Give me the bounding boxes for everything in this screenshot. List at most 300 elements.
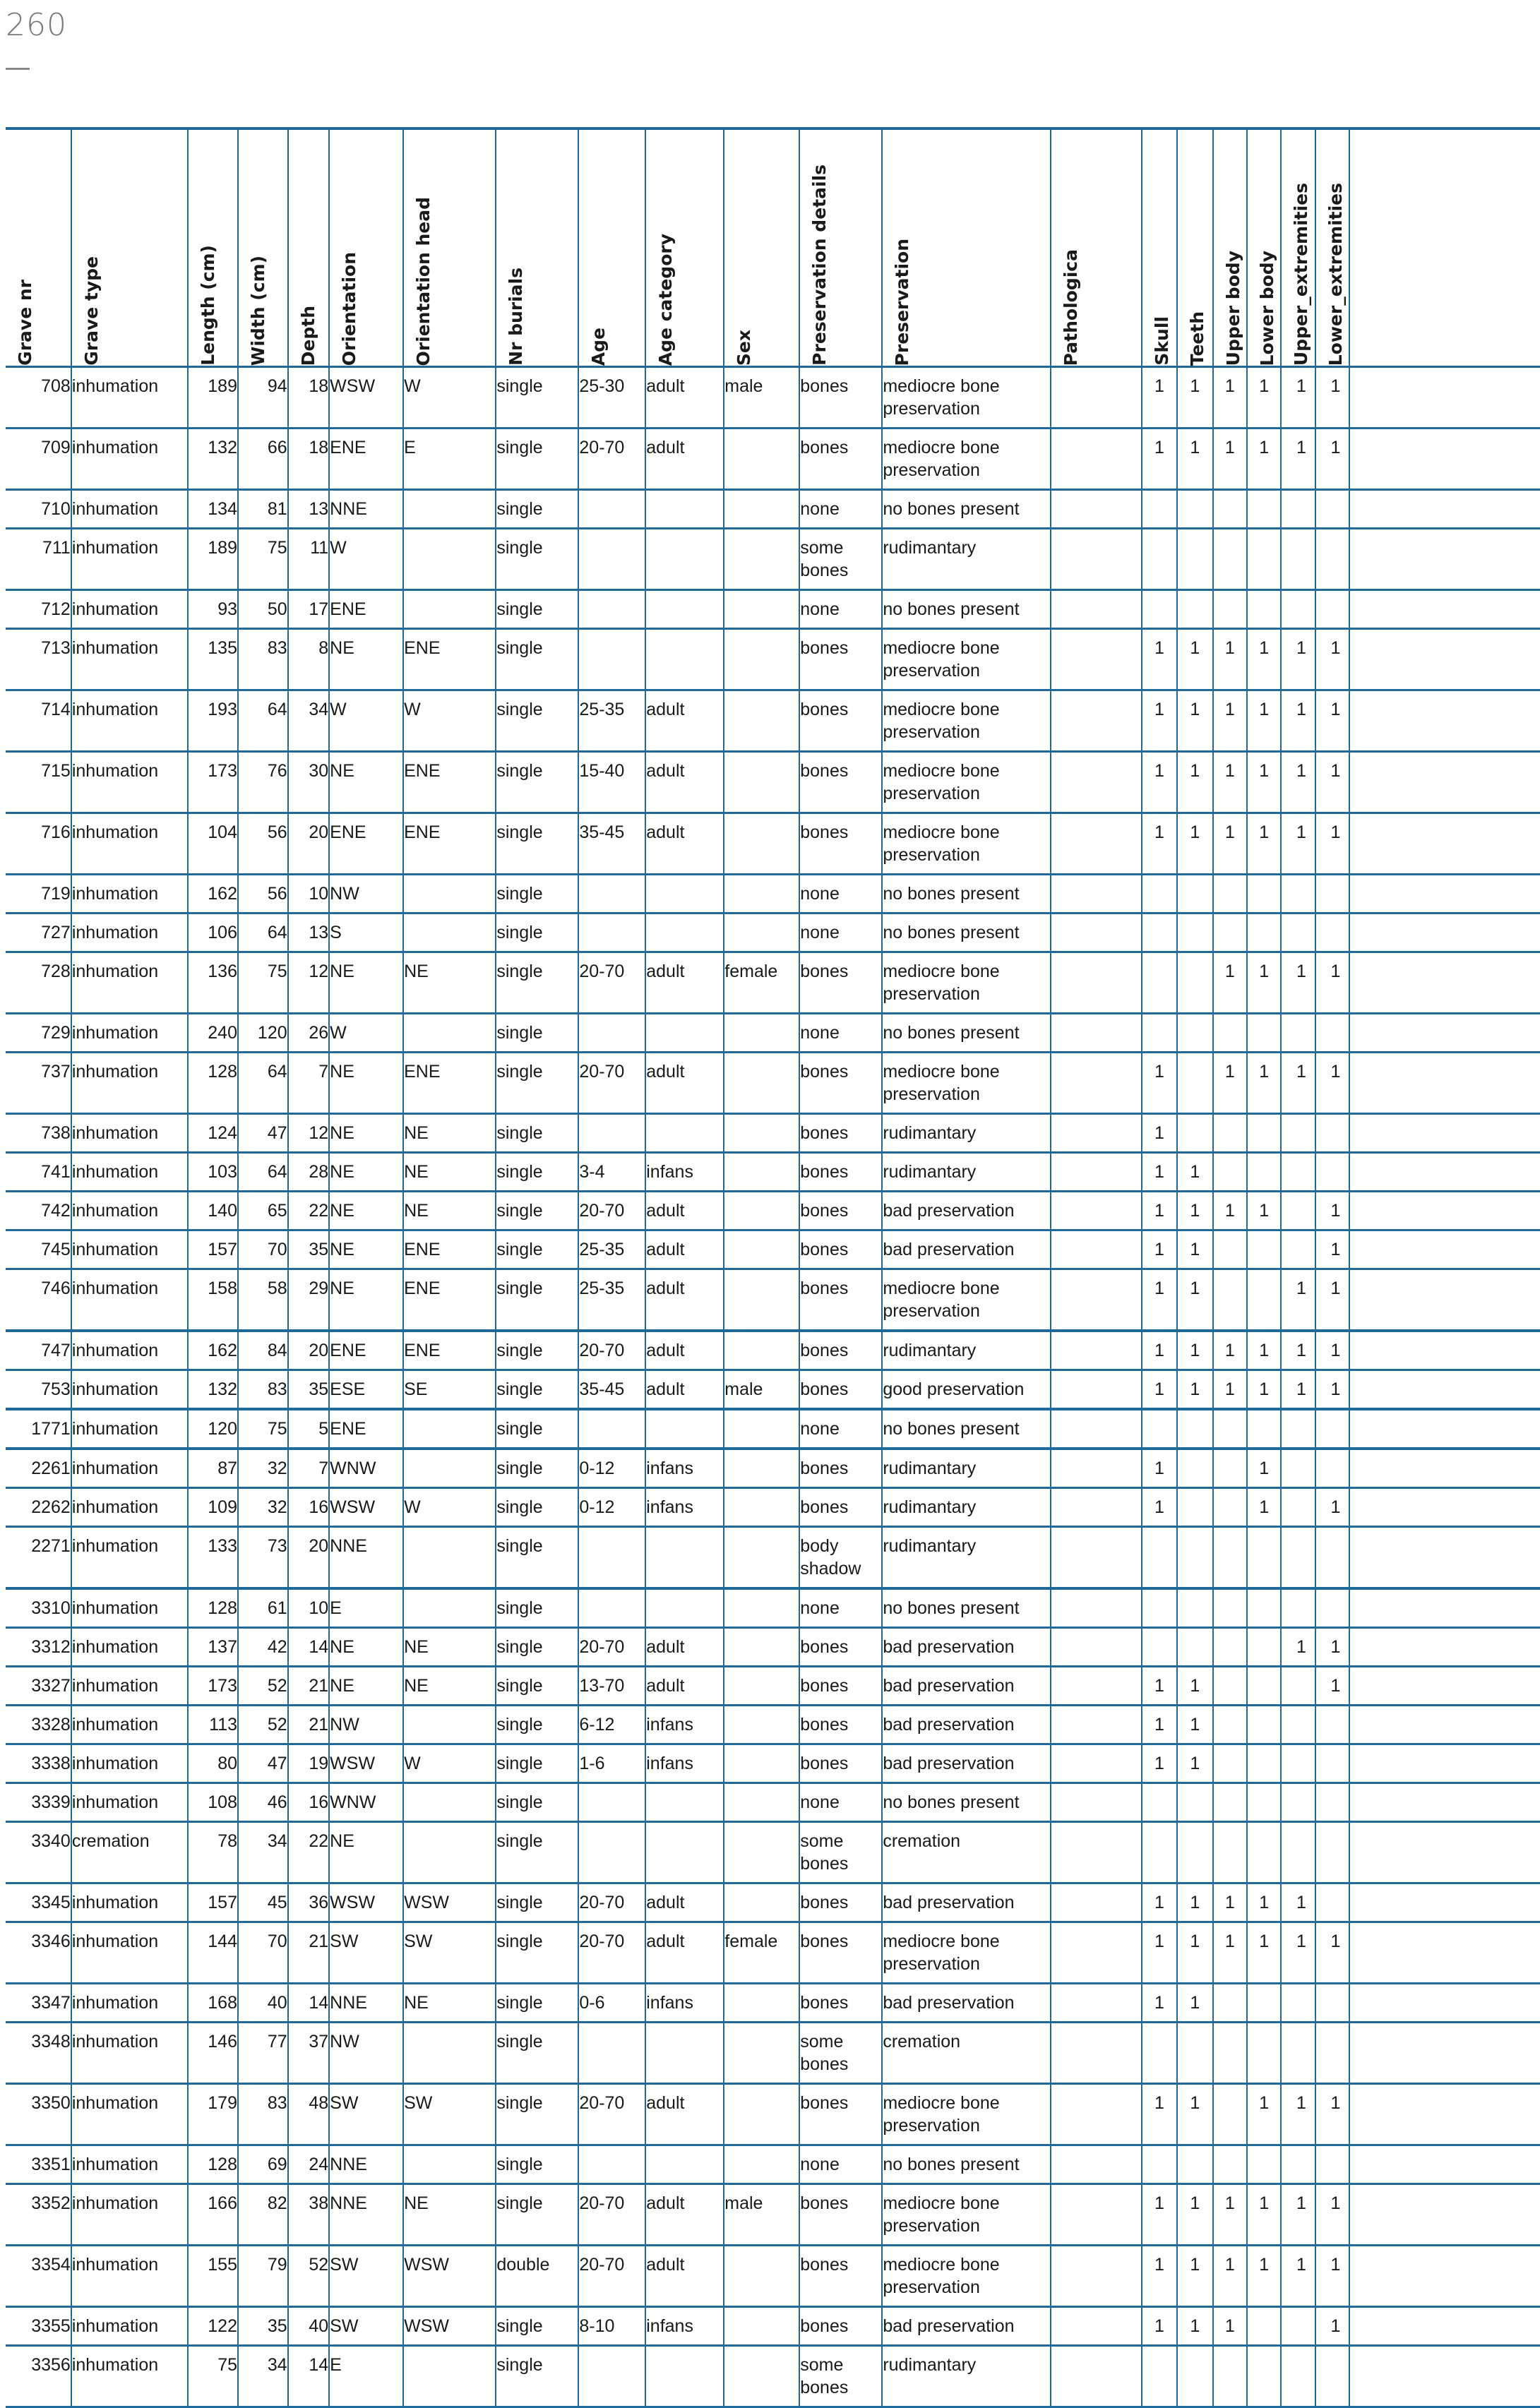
- cell-width: 56: [238, 813, 288, 875]
- cell-depth: 21: [288, 1922, 330, 1984]
- cell-orientation-head: NE: [403, 1667, 496, 1706]
- page-number-rule: [6, 68, 30, 70]
- cell-teeth: [1177, 1014, 1212, 1053]
- cell-empty: [1349, 2145, 1540, 2184]
- table-body: [6, 367, 1540, 2407]
- cell-width: 66: [238, 429, 288, 490]
- cell-grave-type: inhumation: [71, 590, 189, 629]
- cell-teeth: 1: [1177, 2184, 1212, 2246]
- cell-nr-burials: single: [496, 1922, 578, 1984]
- cell-upper-body: [1213, 1153, 1247, 1192]
- cell-age: [578, 914, 645, 952]
- cell-depth: 7: [288, 1449, 330, 1488]
- cell-grave-nr: 716: [6, 813, 71, 875]
- cell-age: [578, 1588, 645, 1628]
- cell-grave-nr: 3350: [6, 2084, 71, 2145]
- cell-pathologica: [1051, 367, 1142, 429]
- cell-teeth: 1: [1177, 813, 1212, 875]
- cell-preservation: bad preservation: [882, 1628, 1050, 1667]
- cell-teeth: [1177, 2145, 1212, 2184]
- cell-length: 136: [188, 952, 238, 1014]
- cell-upper-extremities: [1281, 1744, 1315, 1783]
- cell-age-category: adult: [645, 429, 724, 490]
- cell-nr-burials: single: [496, 529, 578, 590]
- cell-nr-burials: single: [496, 590, 578, 629]
- cell-skull: 1: [1142, 1230, 1177, 1269]
- cell-pathologica: [1051, 1628, 1142, 1667]
- cell-skull: 1: [1142, 367, 1177, 429]
- cell-grave-nr: 712: [6, 590, 71, 629]
- cell-age-category: adult: [645, 1370, 724, 1410]
- cell-empty: [1349, 914, 1540, 952]
- cell-lower-body: [1247, 1984, 1281, 2023]
- cell-age-category: [645, 629, 724, 690]
- cell-age: 20-70: [578, 1883, 645, 1922]
- cell-pathologica: [1051, 752, 1142, 813]
- cell-orientation: NW: [329, 875, 403, 914]
- column-header-teeth: [1177, 128, 1212, 367]
- cell-grave-type: inhumation: [71, 813, 189, 875]
- cell-lower-extremities: [1315, 529, 1349, 590]
- cell-lower-extremities: 1: [1315, 690, 1349, 752]
- cell-pathologica: [1051, 1114, 1142, 1153]
- cell-length: 78: [188, 1822, 238, 1883]
- cell-orientation: NE: [329, 629, 403, 690]
- cell-orientation: SW: [329, 2246, 403, 2307]
- cell-empty: [1349, 1114, 1540, 1153]
- cell-length: 157: [188, 1230, 238, 1269]
- cell-width: 52: [238, 1667, 288, 1706]
- cell-length: 75: [188, 2346, 238, 2407]
- cell-grave-type: inhumation: [71, 1114, 189, 1153]
- cell-skull: 1: [1142, 1667, 1177, 1706]
- cell-pathologica: [1051, 2184, 1142, 2246]
- cell-lower-body: [1247, 1822, 1281, 1883]
- cell-skull: [1142, 2145, 1177, 2184]
- cell-orientation-head: [403, 590, 496, 629]
- cell-sex: [724, 2145, 799, 2184]
- cell-length: 93: [188, 590, 238, 629]
- cell-age-category: infans: [645, 1449, 724, 1488]
- cell-sex: [724, 629, 799, 690]
- cell-nr-burials: single: [496, 629, 578, 690]
- cell-orientation-head: WSW: [403, 2307, 496, 2346]
- cell-orientation: ENE: [329, 1331, 403, 1370]
- cell-upper-extremities: 1: [1281, 1331, 1315, 1370]
- cell-preservation-details: bones: [799, 752, 882, 813]
- cell-depth: 14: [288, 1984, 330, 2023]
- cell-lower-extremities: 1: [1315, 2184, 1349, 2246]
- cell-empty: [1349, 2184, 1540, 2246]
- column-header-label: Grave nr: [15, 280, 35, 366]
- cell-orientation: WSW: [329, 367, 403, 429]
- cell-grave-nr: 3327: [6, 1667, 71, 1706]
- cell-orientation: NW: [329, 1706, 403, 1744]
- cell-sex: [724, 1053, 799, 1114]
- cell-empty: [1349, 1230, 1540, 1269]
- cell-teeth: 1: [1177, 1667, 1212, 1706]
- cell-skull: 1: [1142, 690, 1177, 752]
- cell-width: 35: [238, 2307, 288, 2346]
- cell-orientation: NE: [329, 752, 403, 813]
- cell-teeth: 1: [1177, 2307, 1212, 2346]
- page-number: 260: [6, 7, 67, 43]
- cell-nr-burials: single: [496, 1744, 578, 1783]
- cell-teeth: [1177, 1527, 1212, 1589]
- cell-nr-burials: double: [496, 2246, 578, 2307]
- cell-age-category: [645, 1114, 724, 1153]
- cell-depth: 16: [288, 1488, 330, 1527]
- cell-sex: [724, 1230, 799, 1269]
- cell-upper-body: [1213, 1409, 1247, 1449]
- cell-orientation-head: [403, 1449, 496, 1488]
- cell-preservation-details: bones: [799, 429, 882, 490]
- table-row: [6, 914, 1540, 952]
- table-row: [6, 1370, 1540, 1410]
- cell-skull: 1: [1142, 1488, 1177, 1527]
- cell-preservation-details: bones: [799, 1053, 882, 1114]
- table-row: [6, 1449, 1540, 1488]
- cell-length: 146: [188, 2023, 238, 2084]
- cell-sex: [724, 875, 799, 914]
- cell-width: 45: [238, 1883, 288, 1922]
- cell-orientation-head: NE: [403, 1153, 496, 1192]
- table-row: [6, 2145, 1540, 2184]
- cell-pathologica: [1051, 1449, 1142, 1488]
- cell-skull: [1142, 914, 1177, 952]
- table-row: [6, 529, 1540, 590]
- cell-grave-type: inhumation: [71, 1409, 189, 1449]
- cell-empty: [1349, 1984, 1540, 2023]
- cell-depth: 24: [288, 2145, 330, 2184]
- cell-orientation: NNE: [329, 1984, 403, 2023]
- cell-upper-body: [1213, 1984, 1247, 2023]
- cell-lower-body: [1247, 875, 1281, 914]
- table-row: [6, 1014, 1540, 1053]
- table-row: [6, 2023, 1540, 2084]
- cell-orientation-head: SW: [403, 1922, 496, 1984]
- cell-lower-body: [1247, 1667, 1281, 1706]
- cell-age: 20-70: [578, 2184, 645, 2246]
- cell-upper-extremities: [1281, 1409, 1315, 1449]
- cell-pathologica: [1051, 914, 1142, 952]
- cell-upper-extremities: [1281, 2307, 1315, 2346]
- cell-upper-extremities: 1: [1281, 813, 1315, 875]
- cell-preservation: no bones present: [882, 490, 1050, 529]
- cell-age: [578, 529, 645, 590]
- cell-upper-body: [1213, 1449, 1247, 1488]
- cell-pathologica: [1051, 2084, 1142, 2145]
- cell-upper-body: [1213, 914, 1247, 952]
- cell-lower-extremities: 1: [1315, 1370, 1349, 1410]
- cell-grave-type: inhumation: [71, 2023, 189, 2084]
- table-row: [6, 1114, 1540, 1153]
- cell-pathologica: [1051, 1783, 1142, 1822]
- cell-age: 20-70: [578, 2084, 645, 2145]
- cell-orientation: NNE: [329, 1527, 403, 1589]
- cell-length: 132: [188, 1370, 238, 1410]
- cell-depth: 10: [288, 1588, 330, 1628]
- cell-upper-extremities: 1: [1281, 1922, 1315, 1984]
- cell-preservation: mediocre bone preservation: [882, 1053, 1050, 1114]
- cell-age: 20-70: [578, 1192, 645, 1230]
- cell-upper-body: 1: [1213, 429, 1247, 490]
- cell-orientation: NE: [329, 1230, 403, 1269]
- table-row: [6, 1922, 1540, 1984]
- cell-teeth: [1177, 1822, 1212, 1883]
- cell-length: 134: [188, 490, 238, 529]
- cell-depth: 21: [288, 1667, 330, 1706]
- cell-length: 155: [188, 2246, 238, 2307]
- cell-pathologica: [1051, 1409, 1142, 1449]
- cell-teeth: [1177, 1588, 1212, 1628]
- cell-upper-extremities: [1281, 875, 1315, 914]
- cell-upper-extremities: [1281, 1449, 1315, 1488]
- cell-skull: [1142, 529, 1177, 590]
- cell-nr-burials: single: [496, 1014, 578, 1053]
- cell-pathologica: [1051, 529, 1142, 590]
- cell-age-category: adult: [645, 367, 724, 429]
- cell-depth: 20: [288, 1331, 330, 1370]
- cell-age-category: adult: [645, 1883, 724, 1922]
- cell-teeth: 1: [1177, 690, 1212, 752]
- cell-empty: [1349, 2084, 1540, 2145]
- cell-width: 56: [238, 875, 288, 914]
- cell-lower-extremities: [1315, 1409, 1349, 1449]
- cell-age: 25-35: [578, 1269, 645, 1331]
- cell-upper-body: [1213, 2145, 1247, 2184]
- cell-preservation: good preservation: [882, 1370, 1050, 1410]
- cell-lower-body: 1: [1247, 429, 1281, 490]
- cell-age: 20-70: [578, 1331, 645, 1370]
- column-header-label: Grave type: [80, 256, 102, 366]
- cell-age: 0-6: [578, 1984, 645, 2023]
- cell-orientation-head: [403, 2145, 496, 2184]
- cell-upper-extremities: [1281, 1014, 1315, 1053]
- cell-upper-extremities: 1: [1281, 629, 1315, 690]
- cell-grave-type: inhumation: [71, 875, 189, 914]
- cell-length: 162: [188, 875, 238, 914]
- cell-orientation: NE: [329, 1053, 403, 1114]
- cell-lower-extremities: [1315, 1984, 1349, 2023]
- column-header-label: Lower_extremities: [1325, 182, 1346, 366]
- cell-upper-extremities: [1281, 1527, 1315, 1589]
- cell-preservation-details: bones: [799, 1984, 882, 2023]
- cell-orientation-head: W: [403, 1744, 496, 1783]
- cell-grave-nr: 729: [6, 1014, 71, 1053]
- column-header-preservation: [882, 128, 1050, 367]
- cell-grave-nr: 3356: [6, 2346, 71, 2407]
- cell-depth: 10: [288, 875, 330, 914]
- cell-skull: 1: [1142, 2307, 1177, 2346]
- column-header-lower-extremities: [1315, 128, 1349, 367]
- cell-grave-nr: 713: [6, 629, 71, 690]
- cell-age: [578, 590, 645, 629]
- cell-skull: [1142, 1409, 1177, 1449]
- cell-grave-type: inhumation: [71, 914, 189, 952]
- cell-teeth: 1: [1177, 1370, 1212, 1410]
- cell-lower-body: [1247, 1230, 1281, 1269]
- cell-upper-body: [1213, 2346, 1247, 2407]
- cell-lower-body: [1247, 1409, 1281, 1449]
- cell-preservation: no bones present: [882, 914, 1050, 952]
- cell-orientation-head: [403, 914, 496, 952]
- column-header-label: Preservation details: [809, 164, 830, 366]
- cell-empty: [1349, 1331, 1540, 1370]
- cell-depth: 11: [288, 529, 330, 590]
- cell-age: [578, 1409, 645, 1449]
- cell-empty: [1349, 629, 1540, 690]
- cell-grave-type: inhumation: [71, 2145, 189, 2184]
- cell-orientation-head: [403, 1527, 496, 1589]
- cell-length: 162: [188, 1331, 238, 1370]
- column-header-label: Orientation: [339, 251, 360, 366]
- cell-pathologica: [1051, 2145, 1142, 2184]
- cell-lower-extremities: 1: [1315, 1230, 1349, 1269]
- cell-length: 120: [188, 1409, 238, 1449]
- cell-grave-type: inhumation: [71, 952, 189, 1014]
- cell-empty: [1349, 367, 1540, 429]
- cell-upper-extremities: 1: [1281, 1370, 1315, 1410]
- cell-skull: 1: [1142, 1706, 1177, 1744]
- cell-preservation: rudimantary: [882, 2346, 1050, 2407]
- table-row: [6, 690, 1540, 752]
- cell-nr-burials: single: [496, 2084, 578, 2145]
- cell-preservation-details: bones: [799, 1883, 882, 1922]
- cell-empty: [1349, 590, 1540, 629]
- cell-teeth: 1: [1177, 367, 1212, 429]
- cell-skull: [1142, 1822, 1177, 1883]
- cell-skull: [1142, 2346, 1177, 2407]
- cell-sex: [724, 2307, 799, 2346]
- cell-orientation: SW: [329, 1922, 403, 1984]
- cell-orientation-head: W: [403, 690, 496, 752]
- cell-width: 75: [238, 1409, 288, 1449]
- table-row: [6, 2246, 1540, 2307]
- cell-lower-body: [1247, 1706, 1281, 1744]
- cell-skull: [1142, 952, 1177, 1014]
- cell-lower-extremities: [1315, 2145, 1349, 2184]
- cell-orientation: ENE: [329, 590, 403, 629]
- cell-age: 0-12: [578, 1488, 645, 1527]
- cell-pathologica: [1051, 690, 1142, 752]
- cell-orientation-head: SW: [403, 2084, 496, 2145]
- cell-grave-type: inhumation: [71, 1922, 189, 1984]
- cell-grave-nr: 2262: [6, 1488, 71, 1527]
- cell-age: [578, 2023, 645, 2084]
- cell-length: 108: [188, 1783, 238, 1822]
- cell-grave-type: inhumation: [71, 429, 189, 490]
- cell-upper-body: [1213, 1706, 1247, 1744]
- cell-lower-extremities: 1: [1315, 2084, 1349, 2145]
- cell-nr-burials: single: [496, 1667, 578, 1706]
- cell-sex: [724, 752, 799, 813]
- cell-nr-burials: single: [496, 1588, 578, 1628]
- cell-width: 46: [238, 1783, 288, 1822]
- cell-length: 128: [188, 1588, 238, 1628]
- cell-preservation-details: bones: [799, 952, 882, 1014]
- cell-depth: 52: [288, 2246, 330, 2307]
- cell-lower-body: 1: [1247, 2184, 1281, 2246]
- cell-orientation: S: [329, 914, 403, 952]
- cell-grave-type: inhumation: [71, 1192, 189, 1230]
- cell-lower-body: 1: [1247, 1922, 1281, 1984]
- cell-grave-nr: 708: [6, 367, 71, 429]
- cell-preservation: no bones present: [882, 1783, 1050, 1822]
- cell-age-category: adult: [645, 2246, 724, 2307]
- cell-lower-extremities: 1: [1315, 1269, 1349, 1331]
- cell-age-category: adult: [645, 1628, 724, 1667]
- cell-lower-body: 1: [1247, 1488, 1281, 1527]
- cell-upper-body: 1: [1213, 752, 1247, 813]
- cell-empty: [1349, 1922, 1540, 1984]
- cell-lower-extremities: 1: [1315, 1192, 1349, 1230]
- cell-age: 3-4: [578, 1153, 645, 1192]
- cell-skull: 1: [1142, 1114, 1177, 1153]
- cell-preservation: rudimantary: [882, 529, 1050, 590]
- cell-age-category: [645, 1014, 724, 1053]
- cell-pathologica: [1051, 813, 1142, 875]
- cell-nr-burials: single: [496, 2346, 578, 2407]
- cell-skull: 1: [1142, 1192, 1177, 1230]
- column-header-label: Upper body: [1222, 250, 1243, 366]
- cell-upper-body: 1: [1213, 1331, 1247, 1370]
- cell-nr-burials: single: [496, 914, 578, 952]
- cell-upper-body: [1213, 1744, 1247, 1783]
- cell-age: [578, 875, 645, 914]
- cell-empty: [1349, 429, 1540, 490]
- cell-upper-extremities: [1281, 2346, 1315, 2407]
- cell-grave-nr: 3352: [6, 2184, 71, 2246]
- cell-width: 47: [238, 1114, 288, 1153]
- cell-empty: [1349, 1449, 1540, 1488]
- cell-orientation-head: ENE: [403, 629, 496, 690]
- cell-lower-extremities: [1315, 590, 1349, 629]
- cell-sex: [724, 490, 799, 529]
- cell-upper-extremities: [1281, 2023, 1315, 2084]
- cell-width: 73: [238, 1527, 288, 1589]
- cell-pathologica: [1051, 1370, 1142, 1410]
- cell-width: 81: [238, 490, 288, 529]
- cell-preservation-details: bones: [799, 813, 882, 875]
- cell-upper-extremities: [1281, 1588, 1315, 1628]
- cell-grave-nr: 3355: [6, 2307, 71, 2346]
- cell-lower-extremities: 1: [1315, 1053, 1349, 1114]
- column-header-label: Orientation head: [413, 196, 434, 366]
- cell-nr-burials: single: [496, 1984, 578, 2023]
- cell-preservation: cremation: [882, 2023, 1050, 2084]
- cell-nr-burials: single: [496, 429, 578, 490]
- cell-length: 168: [188, 1984, 238, 2023]
- cell-skull: 1: [1142, 1053, 1177, 1114]
- cell-sex: [724, 1192, 799, 1230]
- cell-sex: [724, 1984, 799, 2023]
- cell-orientation-head: ENE: [403, 1331, 496, 1370]
- cell-grave-nr: 3338: [6, 1744, 71, 1783]
- cell-pathologica: [1051, 1014, 1142, 1053]
- cell-length: 128: [188, 1053, 238, 1114]
- cell-upper-extremities: [1281, 490, 1315, 529]
- cell-teeth: 1: [1177, 629, 1212, 690]
- cell-nr-burials: single: [496, 752, 578, 813]
- cell-grave-nr: 737: [6, 1053, 71, 1114]
- cell-depth: 30: [288, 752, 330, 813]
- cell-age: 20-70: [578, 1053, 645, 1114]
- cell-age-category: [645, 875, 724, 914]
- cell-nr-burials: single: [496, 1783, 578, 1822]
- cell-preservation: rudimantary: [882, 1114, 1050, 1153]
- cell-empty: [1349, 1588, 1540, 1628]
